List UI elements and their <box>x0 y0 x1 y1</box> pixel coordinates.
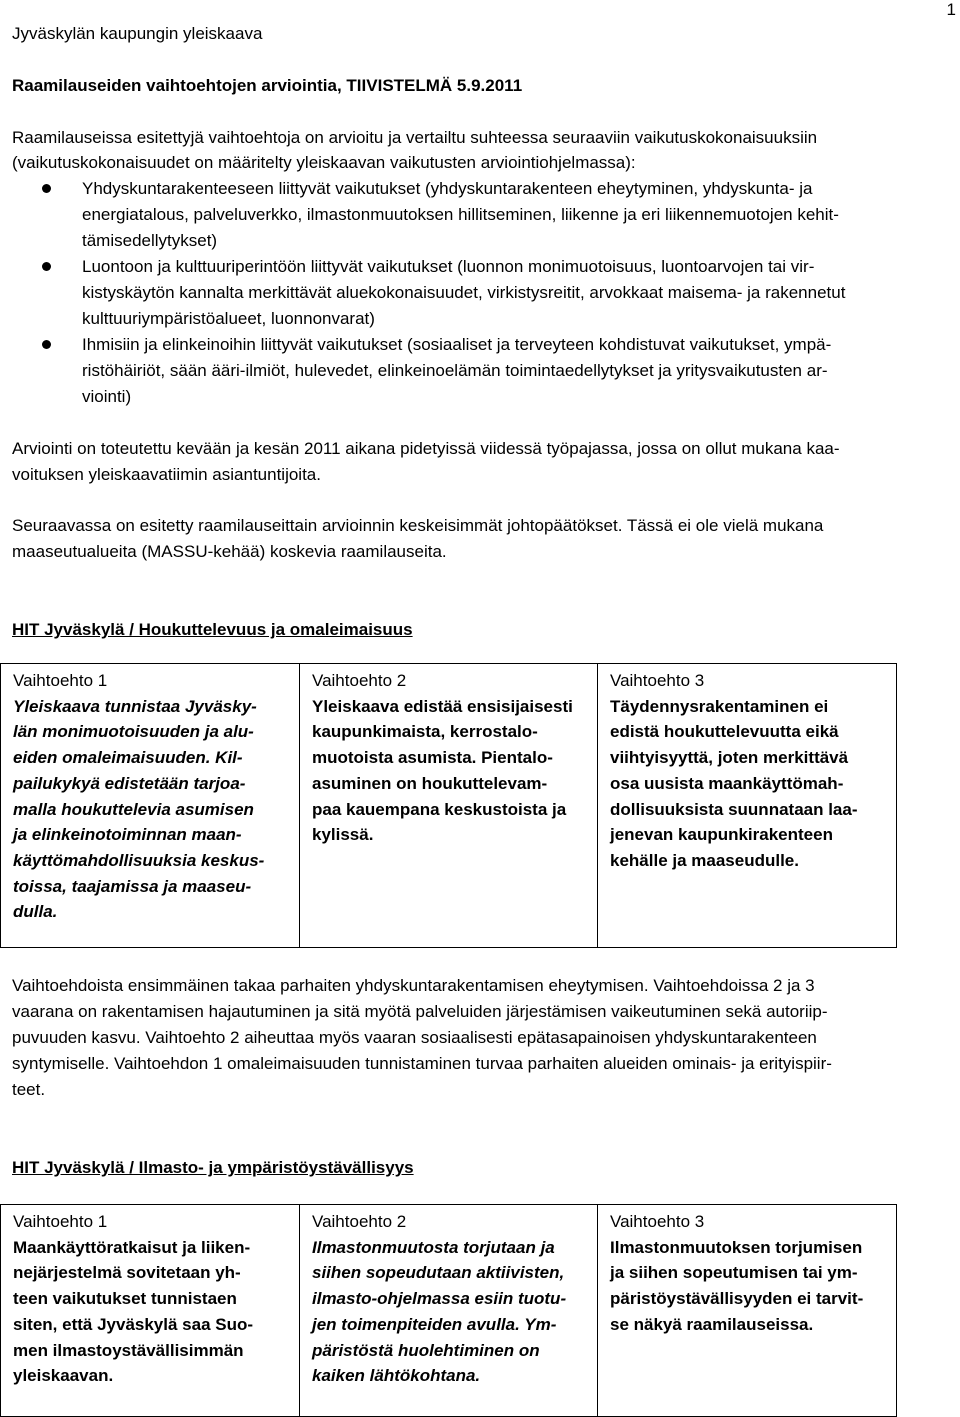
option-text-line: osa uusista maankäyttömah- <box>610 773 844 793</box>
section-heading-ilmasto: HIT Jyväskylä / Ilmasto- ja ympäristöystävällisyys <box>12 1158 414 1177</box>
option-text-line: muotoista asumista. Pientalo- <box>312 748 553 768</box>
list-item-line: kulttuuriympäristöalueet, luonnonvarat) <box>82 309 375 328</box>
option-text-line: ja elinkeinotoiminnan maan- <box>13 825 242 845</box>
option-text-line: jen toimenpiteiden avulla. Ym- <box>312 1314 557 1334</box>
paragraph-line: teet. <box>12 1080 46 1099</box>
option-label: Vaihtoehto 2 <box>312 1212 407 1231</box>
list-item-line: Yhdyskuntarakenteeseen liittyvät vaikutukset (yhdyskuntarakenteen eheytyminen, yhdyskunta- ja <box>82 179 813 198</box>
option-text-line: päristöystävällisyyden ei tarvit- <box>610 1289 864 1309</box>
option-text-line: kaupunkimaista, kerrostalo- <box>312 722 538 742</box>
list-item-line: viointi) <box>82 387 132 406</box>
option-text-line: Yleiskaava tunnistaa Jyväsky- <box>13 696 257 716</box>
option-text-line: viihtyisyyttä, joten merkittävä <box>610 748 849 768</box>
option-text-line: teen vaikutukset tunnistaen <box>13 1289 237 1309</box>
option-cell-3 <box>598 1205 897 1417</box>
list-item-line: energiatalous, palveluverkko, ilmastonmuutoksen hillitseminen, liikenne ja eri liikennemuotojen kehit- <box>82 205 839 224</box>
paragraph-line: maaseutualueita (MASSU-kehää) koskevia raamilauseita. <box>12 542 447 561</box>
option-text-line: ilmasto-ohjelmassa esiin tuotu- <box>312 1289 567 1309</box>
intro-line: (vaikutuskokonaisuudet on määritelty yleiskaavan vaikutusten arviointiohjelmassa): <box>12 153 636 172</box>
document-title: Raamilauseiden vaihtoehtojen arviointia, TIIVISTELMÄ 5.9.2011 <box>12 76 523 95</box>
option-text-line: kylissä. <box>312 825 374 845</box>
list-item-line: Ihmisiin ja elinkeinoihin liittyvät vaikutukset (sosiaaliset ja terveyteen kohdistuvat vaikutukset, ympä- <box>82 335 832 354</box>
option-text-line: kaiken lähtökohtana. <box>312 1366 481 1386</box>
option-label: Vaihtoehto 3 <box>610 671 705 690</box>
option-cell-1 <box>1 664 300 948</box>
option-text-line: toissa, taajamissa ja maaseu- <box>13 876 252 896</box>
option-text-line: yleiskaavan. <box>13 1366 114 1386</box>
option-text-line: eiden omaleimaisuuden. Kil- <box>13 748 243 768</box>
option-cell-2 <box>300 1205 598 1417</box>
option-text-line: jenevan kaupunkirakenteen <box>610 825 833 845</box>
option-text-line: Maankäyttöratkaisut ja liiken- <box>13 1237 251 1257</box>
option-text-line: se näkyä raamilauseissa. <box>610 1314 814 1334</box>
option-text-line: päristöstä huolehtiminen on <box>312 1340 540 1360</box>
option-text-line: dulla. <box>13 902 58 922</box>
list-item-line: ristöhäiriöt, sään ääri-ilmiöt, hulevedet, elinkeinoelämän toimintaedellytykset ja yritysvaikutusten ar- <box>82 361 828 380</box>
option-label: Vaihtoehto 3 <box>610 1212 705 1231</box>
option-cell-3 <box>598 664 897 948</box>
option-text-line: Ilmastonmuutosta torjutaan ja <box>312 1237 555 1257</box>
paragraph-line: Arviointi on toteutettu kevään ja kesän 2011 aikana pidetyissä viidessä työpajassa, jossa on ollut mukana kaa- <box>12 439 840 458</box>
option-text-line: Ilmastonmuutoksen torjumisen <box>610 1237 863 1257</box>
intro-line: Raamilauseissa esitettyjä vaihtoehtoja on arvioitu ja vertailtu suhteessa seuraaviin vaikutuskokonaisuuksiin <box>12 128 818 147</box>
bullet-icon <box>42 262 51 271</box>
paragraph-line: voituksen yleiskaavatiimin asiantuntijoita. <box>12 465 321 484</box>
option-text-line: län monimuotoisuuden ja alu- <box>13 722 254 742</box>
option-label: Vaihtoehto 1 <box>13 671 108 690</box>
option-cell-1 <box>1 1205 300 1417</box>
option-text-line: men ilmastoystävällisimmän <box>13 1340 244 1360</box>
option-text-line: ja siihen sopeutumisen tai ym- <box>610 1263 858 1283</box>
list-item-line: kistyskäytön kannalta merkittävät aluekokonaisuudet, virkistysreitit, arvokkaat maisema- ja rakennetut <box>82 283 846 302</box>
document-org: Jyväskylän kaupungin yleiskaava <box>12 24 263 43</box>
options-table-ilmasto <box>0 1204 897 1417</box>
option-text-line: Täydennysrakentaminen ei <box>610 696 829 716</box>
option-text-line: siihen sopeudutaan aktiivisten, <box>312 1263 565 1283</box>
paragraph-line: Vaihtoehdoista ensimmäinen takaa parhaiten yhdyskuntarakentamisen eheytymisen. Vaihtoehdoissa 2 ja 3 <box>12 976 815 995</box>
paragraph-line: syntymiselle. Vaihtoehdon 1 omaleimaisuuden tunnistaminen turvaa parhaiten alueiden ominais- ja erityispiir- <box>12 1054 832 1073</box>
option-text-line: pailukykyä edistetään tarjoa- <box>13 773 246 793</box>
list-item-line: tämisedellytykset) <box>82 231 218 250</box>
option-text-line: nejärjestelmä sovitetaan yh- <box>13 1263 241 1283</box>
option-text-line: asuminen on houkuttelevam- <box>312 773 548 793</box>
option-text-line: kehälle ja maaseudulle. <box>610 850 799 870</box>
option-text-line: paa kauempana keskustoista ja <box>312 799 567 819</box>
option-cell-2 <box>300 664 598 948</box>
option-label: Vaihtoehto 2 <box>312 671 407 690</box>
option-label: Vaihtoehto 1 <box>13 1212 108 1231</box>
option-text-line: edistä houkuttelevuutta eikä <box>610 722 839 742</box>
option-text-line: dollisuuksista suunnataan laa- <box>610 799 858 819</box>
options-table-houkuttelevuus <box>0 663 897 948</box>
page-number: 1 <box>946 0 956 19</box>
option-text-line: malla houkuttelevia asumisen <box>13 799 254 819</box>
paragraph-line: Seuraavassa on esitetty raamilauseittain arvioinnin keskeisimmät johtopäätökset. Tässä ei ole vielä mukana <box>12 516 824 535</box>
section-heading-houkuttelevuus: HIT Jyväskylä / Houkuttelevuus ja omaleimaisuus <box>12 620 413 639</box>
option-text-line: Yleiskaava edistää ensisijaisesti <box>312 696 573 716</box>
bullet-icon <box>42 184 51 193</box>
option-text-line: siten, että Jyväskylä saa Suo- <box>13 1314 254 1334</box>
option-text-line: käyttömahdollisuuksia keskus- <box>13 850 265 870</box>
paragraph-line: vaarana on rakentamisen hajautuminen ja sitä myötä palveluiden järjestämisen vaikeutuminen sekä autoriip- <box>12 1002 828 1021</box>
bullet-icon <box>42 340 51 349</box>
paragraph-line: puvuuden kasvu. Vaihtoehto 2 aiheuttaa myös vaaran sosiaalisesti epätasapainoisen yhdyskuntarakenteen <box>12 1028 817 1047</box>
list-item-line: Luontoon ja kulttuuriperintöön liittyvät vaikutukset (luonnon monimuotoisuus, luontoarvojen tai vir- <box>82 257 815 276</box>
